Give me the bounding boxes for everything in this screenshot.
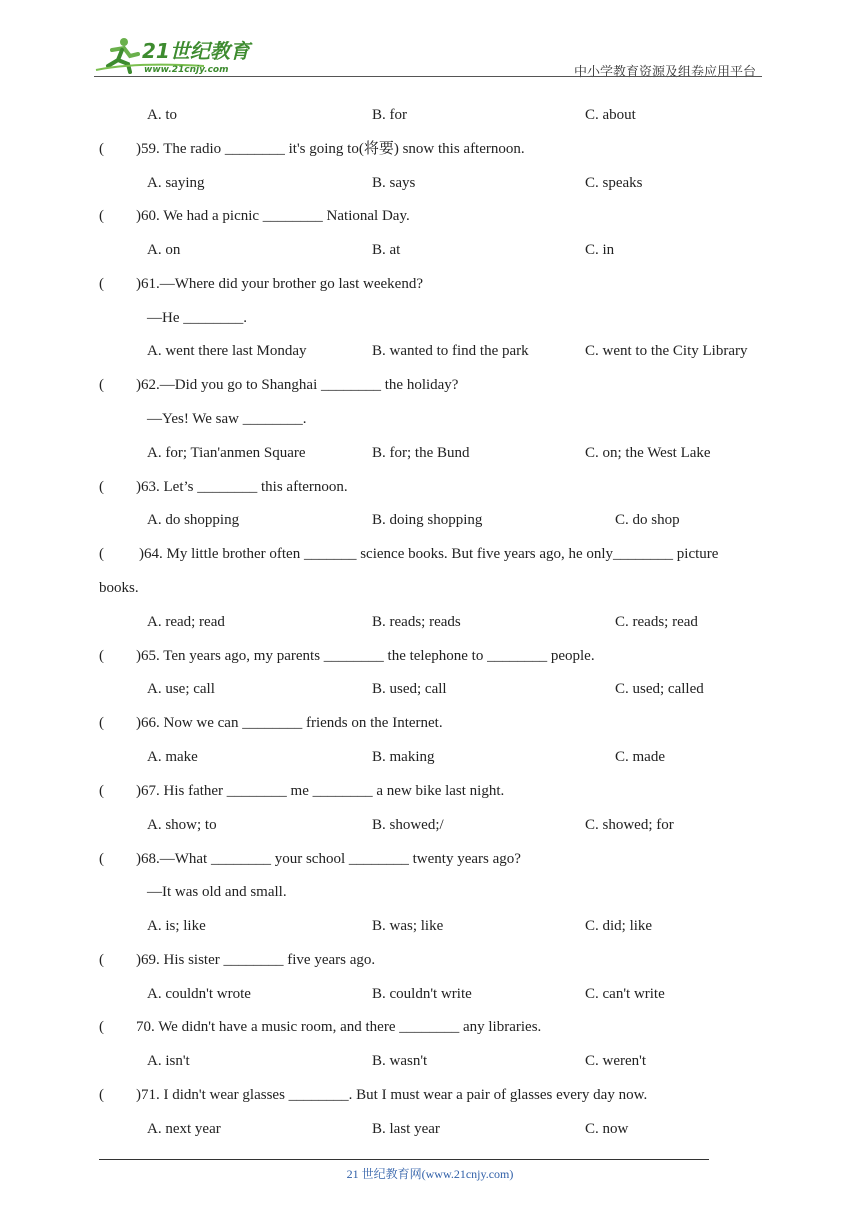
answer-option: B. wanted to find the park [372, 343, 529, 359]
question-text: )64. My little brother often _______ science books. But five years ago, he only________ picture [139, 546, 719, 562]
dialogue-line: —He ________. [147, 310, 247, 326]
answer-blank-paren: ( [99, 648, 104, 664]
question-text: )61.—Where did your brother go last weekend? [136, 276, 423, 292]
site-logo [94, 36, 264, 76]
answer-option: C. used; called [615, 681, 704, 697]
answer-blank-paren: ( [99, 276, 104, 292]
answer-option: C. about [585, 107, 636, 123]
answer-option: B. couldn't write [372, 986, 472, 1002]
dialogue-line: —It was old and small. [147, 884, 287, 900]
answer-option: B. making [372, 749, 435, 765]
answer-blank-paren: ( [99, 715, 104, 731]
dialogue-line: —Yes! We saw ________. [147, 411, 307, 427]
answer-option: A. on [147, 242, 181, 258]
answer-blank-paren: ( [99, 141, 104, 157]
question-text: )67. His father ________ me ________ a new bike last night. [136, 783, 505, 799]
page-footer: 21 世纪教育网(www.21cnjy.com) [346, 1167, 514, 1181]
question-text: )69. His sister ________ five years ago. [136, 952, 376, 968]
answer-option: A. read; read [147, 614, 225, 630]
answer-option: B. at [372, 242, 401, 258]
question-text: )60. We had a picnic ________ National Day. [136, 208, 410, 224]
header-divider [94, 76, 762, 77]
answer-option: C. weren't [585, 1053, 647, 1069]
answer-option: A. show; to [147, 817, 217, 833]
answer-option: B. last year [372, 1121, 440, 1137]
answer-blank-paren: ( [99, 1019, 104, 1035]
answer-option: A. use; call [147, 681, 215, 697]
question-text: )68.—What ________ your school ________ twenty years ago? [136, 851, 521, 867]
answer-option: B. used; call [372, 681, 447, 697]
answer-option: A. make [147, 749, 198, 765]
answer-blank-paren: ( [99, 479, 104, 495]
site-tagline: 中小学教育资源及组卷应用平台 [573, 65, 756, 80]
answer-option: C. in [585, 242, 615, 258]
question-text: )66. Now we can ________ friends on the Internet. [136, 715, 443, 731]
answer-option: C. now [585, 1121, 629, 1137]
question-text: )65. Ten years ago, my parents ________ the telephone to ________ people. [136, 648, 595, 664]
answer-option: A. isn't [147, 1053, 190, 1069]
answer-blank-paren: ( [99, 851, 104, 867]
answer-option: A. next year [147, 1121, 221, 1137]
footer-divider [99, 1159, 709, 1160]
answer-blank-paren: ( [99, 783, 104, 799]
answer-option: C. on; the West Lake [585, 445, 711, 461]
answer-option: A. saying [147, 175, 205, 191]
question-text: 70. We didn't have a music room, and there ________ any libraries. [136, 1019, 542, 1035]
answer-option: C. can't write [585, 986, 665, 1002]
logo-sub-text: www.21cnjy.com [144, 65, 229, 75]
answer-blank-paren: ( [99, 952, 104, 968]
answer-option: A. to [147, 107, 177, 123]
answer-option: B. says [372, 175, 416, 191]
answer-option: C. speaks [585, 175, 643, 191]
question-text: )62.—Did you go to Shanghai ________ the holiday? [136, 377, 459, 393]
answer-option: B. wasn't [372, 1053, 428, 1069]
answer-option: C. reads; read [615, 614, 698, 630]
answer-option: A. couldn't wrote [147, 986, 251, 1002]
answer-option: B. doing shopping [372, 512, 483, 528]
answer-option: B. for; the Bund [372, 445, 470, 461]
answer-option: A. is; like [147, 918, 206, 934]
question-text: )63. Let’s ________ this afternoon. [136, 479, 348, 495]
answer-option: C. made [615, 749, 665, 765]
answer-blank-paren: ( [99, 377, 104, 393]
question-text: )71. I didn't wear glasses ________. But I must wear a pair of glasses every day now. [136, 1087, 648, 1103]
question-text: )59. The radio ________ it's going to(将要) snow this afternoon. [136, 141, 525, 157]
answer-option: B. reads; reads [372, 614, 461, 630]
answer-option: A. do shopping [147, 512, 240, 528]
answer-blank-paren: ( [99, 208, 104, 224]
answer-blank-paren: ( [99, 1087, 104, 1103]
answer-option: B. was; like [372, 918, 444, 934]
answer-blank-paren: ( [99, 546, 104, 562]
answer-option: C. went to the City Library [585, 343, 748, 359]
answer-option: C. did; like [585, 918, 653, 934]
page-header [0, 0, 860, 80]
answer-option: A. went there last Monday [147, 343, 307, 359]
question-continuation: books. [99, 580, 139, 596]
answer-option: C. do shop [615, 512, 680, 528]
answer-option: B. for [372, 107, 407, 123]
answer-option: B. showed;/ [372, 817, 444, 833]
answer-option: A. for; Tian'anmen Square [147, 445, 306, 461]
answer-option: C. showed; for [585, 817, 674, 833]
logo-main-text: 21世纪教育 [142, 39, 250, 63]
